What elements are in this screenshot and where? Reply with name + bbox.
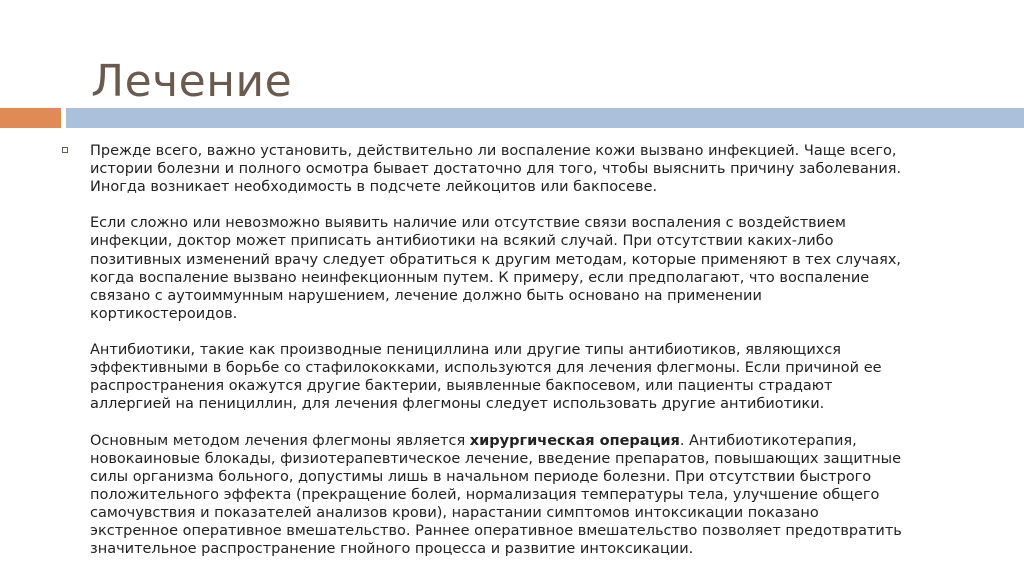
- paragraph-4-rest: . Антибиотикотерапия, новокаиновые блокады, физиотерапевтическое лечение, введение препаратов, повышающих защитные силы организма больного, допустимы лишь в начальном периоде болезни. При отсутствии быстрого положительного эффекта (прекращение болей, нормализация температуры тела, улучшение общего самочувствия и показателей анализов крови), нарастании симптомов интоксикации показано экстренное оперативное вмешательство. Раннее оперативное вмешательство позволяет предотвратить значительное распространение гнойного процесса и развитие интоксикации.: [90, 432, 902, 558]
- paragraph-4-bold: хирургическая операция: [469, 432, 680, 449]
- paragraph-2: Если сложно или невозможно выявить наличие или отсутствие связи воспаления с воздействием инфекции, доктор может приписать антибиотики на всякий случай. При отсутствии каких-либо позитивных изменений врачу следует обратиться к другим методам, которые применяют в тех случаях, когда воспаление вызвано неинфекционным путем. К примеру, если предполагают, что воспаление связано с аутоиммунным нарушением, лечение должно быть основано на применении кортикостероидов.: [90, 215, 902, 322]
- title-underline-bar: [66, 108, 1024, 128]
- accent-bar: [0, 108, 61, 128]
- paragraph-3: Антибиотики, такие как производные пенициллина или другие типы антибиотиков, являющихся эффективными в борьбе со стафилококками, используются для лечения флегмоны. Если причиной ее распространения окажутся другие бактерии, выявленные бакпосевом, или пациенты страдают аллергией на пенициллин, для лечения флегмоны следует использовать другие антибиотики.: [90, 342, 882, 413]
- slide-body: [90, 142, 1000, 576]
- paragraph-4-lead: Основным методом лечения флегмоны является: [90, 432, 470, 449]
- paragraph-1: Прежде всего, важно установить, действительно ли воспаление кожи вызвано инфекцией. Чаще всего, истории болезни и полного осмотра бывает достаточно для того, чтобы выяснить причину заболевания. Иногда возникает необходимость в подсчете лейкоцитов или бакпосеве.: [90, 143, 902, 196]
- paragraph-4: [90, 432, 1000, 559]
- bullet-square-icon: [62, 147, 68, 153]
- slide-title: Лечение: [91, 56, 293, 107]
